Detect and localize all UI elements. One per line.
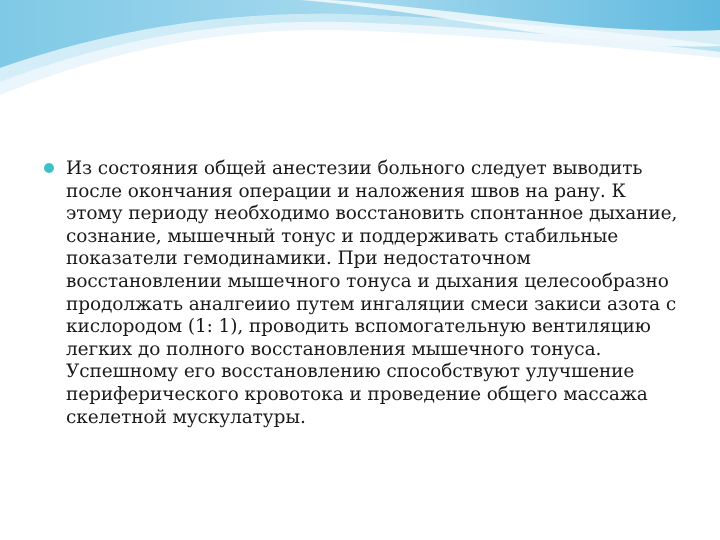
header-wave-decoration: [0, 0, 720, 110]
bullet-text: Из состояния общей анестезии больного следует выводить после окончания операции и наложения швов на рану. К этому периоду необходимо восстановить спонтанное дыхание, сознание, мышечный тонус и поддерживать стабильные показатели гемодинамики. При недостаточном восстановлении мышечного тонуса и дыхания целесообразно продолжать аналгеиио путем ингаляции смеси закиси азота с кислородом (1: 1), проводить вспомогательную вентиляцию легких до полного восстановления мышечного тонуса. Успешному его восстановлению способствуют улучшение периферического кровотока и проведение общего массажа скелетной мускулатуры.: [66, 158, 678, 428]
circle-bullet-icon: [44, 163, 54, 173]
slide-body: [40, 158, 680, 429]
bullet-item: [40, 158, 680, 429]
